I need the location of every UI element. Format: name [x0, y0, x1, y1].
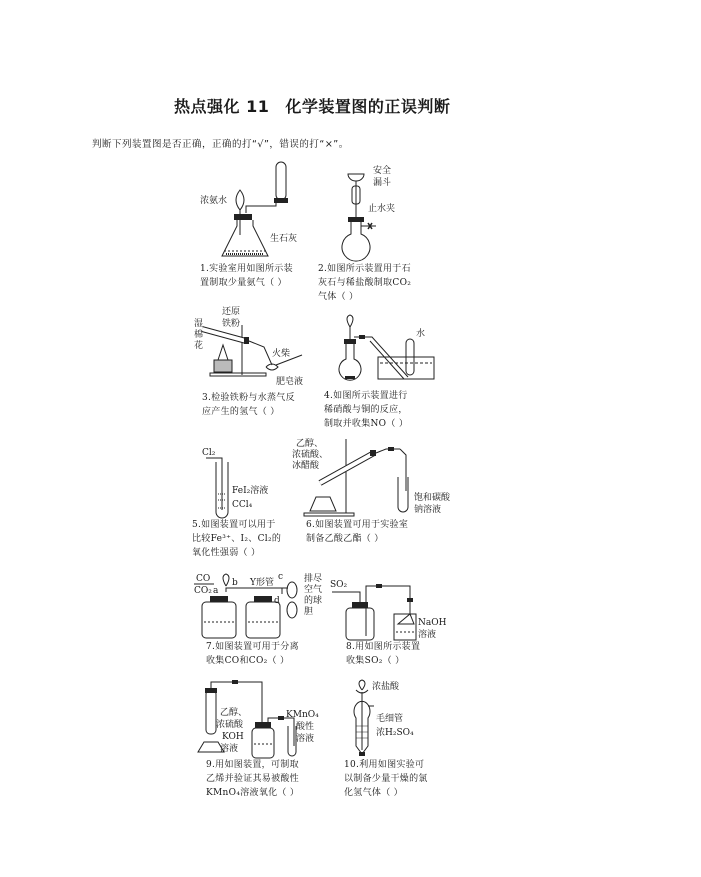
item-5-oxidizing-apparatus: [192, 450, 292, 562]
item-10-hcl-apparatus: [338, 680, 448, 800]
label-sodium-solution: 钠溶液: [414, 505, 442, 515]
item-1-caption: 1.实验室用如图所示装 置制取少量氨气（ ）: [200, 264, 293, 288]
label-co: CO: [196, 574, 211, 584]
label-conc-hcl: 浓盐酸: [372, 682, 400, 692]
label-exhaust-4: 胆: [304, 607, 314, 617]
label-koh-solution: 溶液: [220, 744, 239, 754]
item-1-ammonia-apparatus: [190, 160, 310, 290]
label-wet: 湿: [194, 319, 204, 329]
label-solution: 溶液: [418, 630, 437, 640]
label-exhaust-1: 排尽: [304, 574, 323, 584]
label-ccl4: CCl₄: [232, 500, 253, 510]
item-7-separation-apparatus: [192, 572, 332, 682]
item-6-caption: 6.如图装置可用于实验室 制备乙酸乙酯（ ）: [306, 520, 409, 544]
label-kmno4-solution: 溶液: [296, 734, 315, 744]
label-valve-c: c: [278, 572, 284, 582]
iron-steam-diagram: [190, 305, 320, 385]
label-valve-d: d: [274, 596, 280, 606]
label-safety: 安全: [373, 166, 392, 176]
label-saturated-carbonate: 饱和碳酸: [414, 493, 451, 503]
label-water: 水: [416, 329, 426, 339]
label-naoh: NaOH: [418, 618, 447, 628]
label-co2: CO₂: [194, 586, 212, 596]
label-cl2: Cl₂: [202, 448, 216, 458]
item-8-caption: 8.用如图所示装置 收集SO₂（ ）: [346, 642, 421, 666]
label-so2: SO₂: [330, 580, 348, 590]
item-7-caption: 7.如图装置可用于分离 收集CO和CO₂（ ）: [206, 642, 299, 666]
item-3-iron-steam-apparatus: [190, 305, 320, 425]
item-8-so2-apparatus: [330, 578, 447, 678]
label-cotton: 棉: [194, 330, 204, 340]
item-2-caption: 2.如图所示装置用于石 灰石与稀盐酸制取CO₂ 气体（ ）: [318, 264, 412, 302]
label-conc-sulfuric: 浓硫酸: [216, 720, 244, 730]
label-fei2-solution: FeI₂溶液: [232, 486, 269, 496]
item-2-co2-apparatus: [318, 160, 448, 300]
title-prefix: 热点强化 11: [174, 97, 270, 116]
label-iron-powder: 铁粉: [222, 319, 241, 329]
label-capillary: 毛细管: [376, 714, 404, 724]
label-exhaust-2: 空气: [304, 585, 323, 595]
instructions: 判断下列装置图是否正确，正确的打“√”，错误的打“×”。: [92, 139, 349, 150]
label-flower: 花: [194, 341, 204, 351]
label-conc-ammonia: 浓氨水: [200, 196, 228, 206]
label-soap-solution: 肥皂液: [276, 377, 304, 387]
item-9-caption: 9.用如图装置，可制取 乙烯并验证其易被酸性 KMnO₄溶液氧化（ ）: [206, 760, 300, 798]
item-6-ester-apparatus: [290, 437, 451, 547]
page-title: [174, 94, 450, 117]
item-4-no-apparatus: [324, 315, 448, 435]
label-koh: KOH: [222, 732, 244, 742]
ammonia-flask-diagram: [190, 160, 310, 260]
label-kmno4: KMnO₄: [286, 710, 319, 720]
label-acidic: 酸性: [296, 722, 315, 732]
label-ethanol: 乙醇、: [220, 708, 248, 718]
label-quicklime: 生石灰: [270, 234, 298, 244]
label-water-clip: 止水夹: [368, 204, 396, 214]
no-collection-diagram: [328, 315, 438, 385]
title-main: 化学装置图的正误判断: [285, 97, 451, 116]
label-conc-h2so4: 浓H₂SO₄: [376, 728, 414, 738]
label-y-tube: Y形管: [250, 578, 274, 588]
label-match: 火柴: [272, 349, 291, 359]
label-exhaust-3: 的球: [304, 596, 323, 606]
label-funnel: 漏斗: [373, 178, 392, 188]
label-valve-b: b: [232, 578, 238, 588]
label-reduced: 还原: [222, 307, 241, 317]
label-conc-sulfuric: 浓硫酸、: [292, 450, 329, 460]
item-9-ethylene-apparatus: [192, 680, 332, 800]
label-ethanol: 乙醇、: [296, 439, 324, 449]
item-10-caption: 10.利用如图实验可 以制备少量干燥的氯 化氢气体（ ）: [344, 760, 428, 798]
label-valve-a: a: [213, 586, 219, 596]
label-glacial-acetic: 冰醋酸: [292, 461, 320, 471]
item-5-caption: 5.如图装置可以用于 比较Fe³⁺、I₂、Cl₂的 氧化性强弱（ ）: [192, 520, 282, 558]
item-3-caption: 3.检验铁粉与水蒸气反 应产生的氢气（ ）: [202, 393, 295, 417]
item-4-caption: 4.如图所示装置进行 稀硝酸与铜的反应， 制取并收集NO（ ）: [324, 391, 409, 429]
